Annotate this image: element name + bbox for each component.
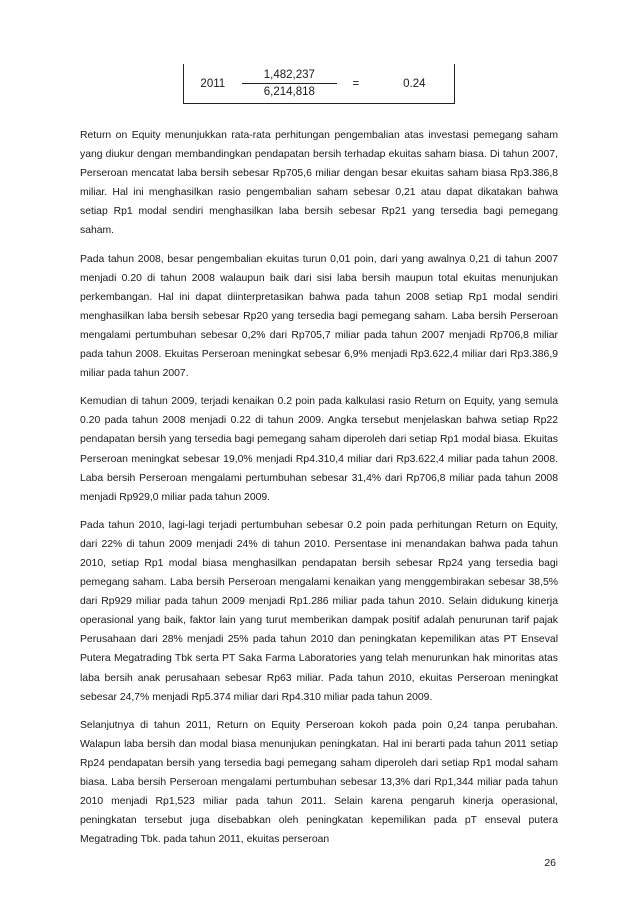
ratio-result: 0.24 xyxy=(375,64,455,104)
roe-ratio-table xyxy=(183,64,455,104)
paragraph-2007: Return on Equity menunjukkan rata-rata perhitungan pengembalian atas investasi pemegang saham yang diukur dengan membandingkan pendapatan bersih terhadap ekuitas saham biasa. Di tahun 2007, Perseroan mencatat laba bersih sebesar Rp705,6 miliar dengan besar ekuitas saham biasa Rp3.386,8 miliar. Hal ini menghasilkan rasio pengembalian saham sebesar 0,21 atau dapat dikatakan bahwa setiap Rp1 modal sendiri menghasilkan laba bersih sebesar Rp21 yang tersedia bagi pemegang saham. xyxy=(80,130,558,237)
paragraph-2010: Pada tahun 2010, lagi-lagi terjadi pertumbuhan sebesar 0.2 poin pada perhitungan Return on Equity, dari 22% di tahun 2009 menjadi 24% di tahun 2010. Persentase ini menandakan bahwa pada tahun 2010, setiap Rp1 modal biasa menghasilkan pendapatan bersih sebesar Rp24 yang tersedia bagi pemegang saham. Laba bersih Perseroan mengalami kenaikan yang menggembirakan sebesar 38,5% dari Rp929 miliar pada tahun 2009 menjadi Rp1.286 miliar pada tahun 2010. Selain didukung kinerja operasional yang baik, faktor lain yang turut memberikan dampak positif adalah penurunan tarif pajak Perusahaan dari 28% menjadi 25% pada tahun 2010 dan peningkatan kepemilikan atas PT Enseval Putera Megatrading Tbk serta PT Saka Farma Laboratories yang telah menurunkan hak minoritas atas laba bersih anak perusahaan sebesar Rp63 miliar. Pada tahun 2010, ekuitas Perseroan meningkat sebesar 24,7% menjadi Rp5.374 miliar dari Rp4.310 miliar pada tahun 2009. xyxy=(80,519,558,703)
fraction-cell xyxy=(242,64,337,104)
equity-denominator: 6,214,818 xyxy=(263,86,315,98)
body-text xyxy=(80,126,558,858)
equals-sign: = xyxy=(337,64,375,104)
paragraph-2011: Selanjutnya di tahun 2011, Return on Equity Perseroan kokoh pada poin 0,24 tanpa perubahan. Walapun laba bersih dan modal biasa menunjukan peningkatan. Hal ini berarti pada tahun 2011 setiap Rp24 pendapatan bersih yang tersedia bagi pemegang saham diperoleh dari setiap Rp1 modal saham biasa. Laba bersih Perseroan mengalami pertumbuhan sebesar 13,3% dari Rp1,344 miliar pada tahun 2010 menjadi Rp1,523 miliar pada tahun 2011. Selain karena pengaruh kinerja operasional, peningkatan tersebut juga disebabkan oleh peningkatan kepemilikan pada pT enseval putera Megatrading Tbk. pada tahun 2011, ekuitas perseroan xyxy=(80,719,558,846)
page-number: 26 xyxy=(544,857,556,869)
year-cell: 2011 xyxy=(184,64,242,104)
table-row xyxy=(184,64,455,104)
paragraph-2008: Pada tahun 2008, besar pengembalian ekuitas turun 0,01 poin, dari yang awalnya 0,21 di tahun 2007 menjadi 0.20 di tahun 2008 walaupun baik dari sisi laba bersih maupun total ekuitas menunjukan perkembangan. Hal ini dapat diinterpretasikan bahwa pada tahun 2008 setiap Rp1 modal sendiri menghasilkan laba bersih sebesar Rp20 yang tersedia bagi pemegang saham. Laba bersih Perseroan mengalami pertumbuhan sebesar 0,2% dari Rp705,7 miliar pada tahun 2007 menjadi Rp706,8 miliar pada tahun 2008. Ekuitas Perseroan meningkat sebesar 6,9% menjadi Rp3.622,4 miliar dari Rp3.386,9 miliar pada tahun 2007. xyxy=(80,253,558,380)
paragraph-2009: Kemudian di tahun 2009, terjadi kenaikan 0.2 poin pada kalkulasi rasio Return on Equity, yang semula 0.20 pada tahun 2008 menjadi 0.22 di tahun 2009. Angka tersebut menjelaskan bahwa setiap Rp22 pendapatan bersih yang tersedia bagi pemegang saham diperoleh dari setiap Rp1 modal biasa. Ekuitas Perseroan meningkat sebesar 19,0% menjadi Rp4.310,4 miliar dari Rp3.622,4 miliar pada tahun 2008. Laba bersih Perseroan mengalami pertumbuhan sebesar 31,4% dari Rp706,8 miliar pada tahun 2008 menjadi Rp929,0 miliar pada tahun 2009. xyxy=(80,396,558,503)
net-income-numerator: 1,482,237 xyxy=(242,68,337,84)
